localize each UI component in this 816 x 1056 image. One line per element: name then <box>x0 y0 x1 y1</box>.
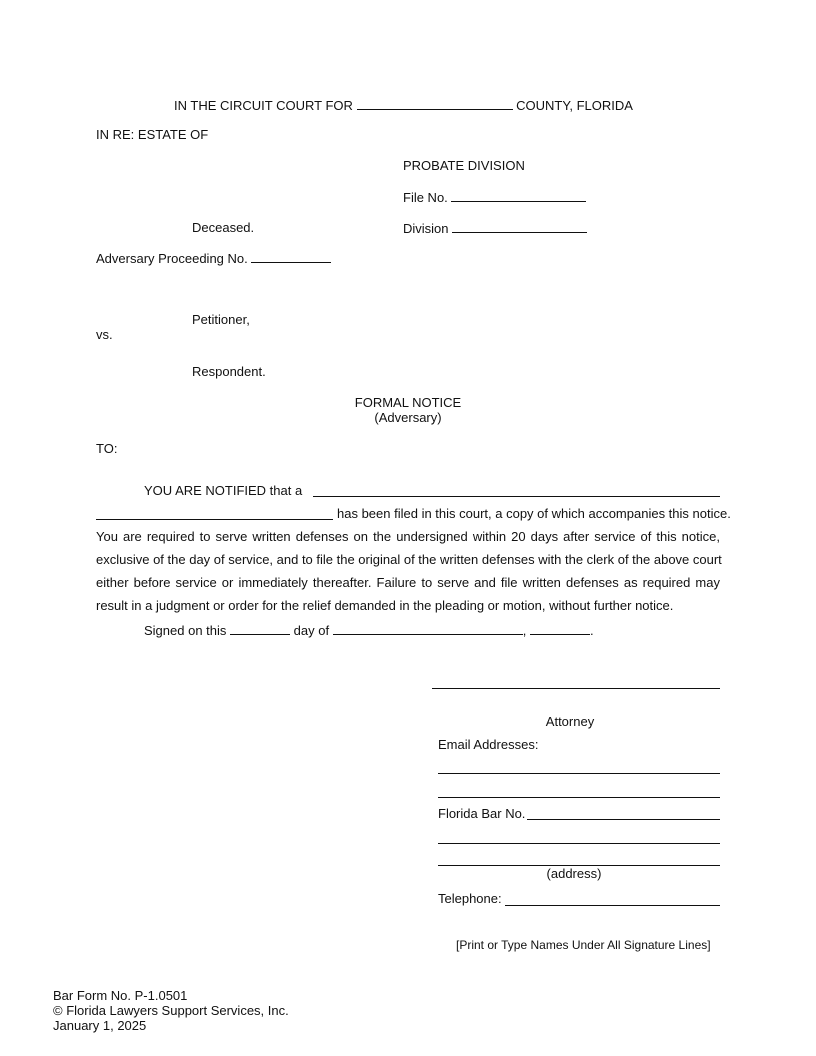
email-label: Email Addresses: <box>438 737 539 752</box>
notice-title: FORMAL NOTICE <box>354 395 462 410</box>
signed-month-blank[interactable] <box>333 622 523 635</box>
court-suffix: COUNTY, FLORIDA <box>516 98 633 113</box>
bar-no-line[interactable] <box>527 819 720 820</box>
footer-date: January 1, 2025 <box>53 1018 147 1033</box>
address-line-1[interactable] <box>438 843 720 844</box>
file-no-label: File No. <box>403 190 448 205</box>
attorney-label: Attorney <box>545 714 595 729</box>
notice-line-5: either before service or immediately thereafter. Failure to serve and file written defenses as required may <box>96 575 720 590</box>
attorney-signature-line[interactable] <box>432 688 720 689</box>
email-line-2[interactable] <box>438 797 720 798</box>
vs-label: vs. <box>96 327 113 342</box>
notice-line-6: result in a judgment or order for the relief demanded in the pleading or motion, without further notice. <box>96 598 674 613</box>
adversary-label: Adversary Proceeding No. <box>96 251 248 266</box>
to-label: TO: <box>96 441 118 456</box>
notice-blank-2[interactable] <box>96 519 333 520</box>
signed-row: Signed on this day of , . <box>144 623 594 638</box>
division-blank[interactable] <box>452 220 587 233</box>
court-prefix: IN THE CIRCUIT COURT FOR <box>174 98 353 113</box>
signed-day-blank[interactable] <box>230 622 290 635</box>
county-blank[interactable] <box>357 97 513 110</box>
telephone-line[interactable] <box>505 905 720 906</box>
notice-line-3: You are required to serve written defenses on the undersigned within 20 days after service of this notice, <box>96 529 720 544</box>
file-no-row <box>403 189 586 206</box>
signed-prefix: Signed on this <box>144 623 227 638</box>
bar-no-label: Florida Bar No. <box>438 806 526 821</box>
signed-day-label: day of <box>293 623 330 638</box>
division-label: Division <box>403 221 449 236</box>
footer-copyright: © Florida Lawyers Support Services, Inc. <box>53 1003 289 1018</box>
footer-form-no: Bar Form No. P-1.0501 <box>53 988 188 1003</box>
notice-intro: YOU ARE NOTIFIED that a <box>144 483 303 498</box>
notice-line-2: has been filed in this court, a copy of which accompanies this notice. <box>337 506 731 521</box>
signed-comma: , <box>522 623 527 638</box>
adversary-row <box>96 250 331 267</box>
email-line-1[interactable] <box>438 773 720 774</box>
petitioner-label: Petitioner, <box>192 312 250 327</box>
signed-year-blank[interactable] <box>530 622 590 635</box>
division-row <box>403 220 587 237</box>
notice-blank-1[interactable] <box>313 496 720 497</box>
telephone-label: Telephone: <box>438 891 502 906</box>
court-caption <box>174 97 633 114</box>
adversary-blank[interactable] <box>251 250 331 263</box>
address-label: (address) <box>546 866 602 881</box>
notice-subtitle: (Adversary) <box>374 410 442 425</box>
deceased-label: Deceased. <box>192 220 255 235</box>
probate-division: PROBATE DIVISION <box>403 158 525 173</box>
print-note: [Print or Type Names Under All Signature Lines] <box>456 938 711 952</box>
file-no-blank[interactable] <box>451 189 586 202</box>
in-re-label: IN RE: ESTATE OF <box>96 127 209 142</box>
respondent-label: Respondent. <box>192 364 266 379</box>
notice-line-1 <box>144 483 302 499</box>
notice-line-4: exclusive of the day of service, and to file the original of the written defenses with the clerk of the above court <box>96 552 722 567</box>
